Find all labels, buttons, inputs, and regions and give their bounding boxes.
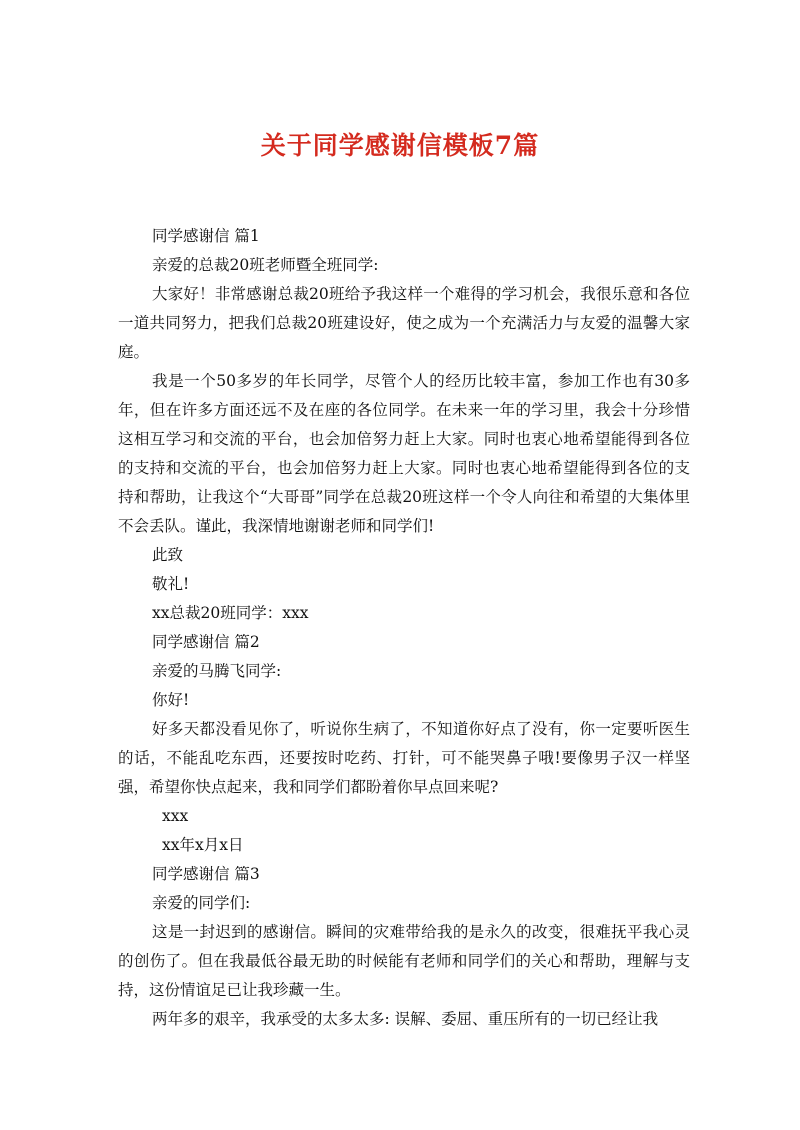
body-paragraph: 我是一个50多岁的年长同学，尽管个人的经历比较丰富，参加工作也有30多年，但在许多方面还远不及在座的各位同学。在未来一年的学习里，我会十分珍惜这相互学习和交流的平台，也会加倍努力赶上大家。同时也衷心地希望能得到各位的支持和交流的平台，也会加倍努力赶上大家。同时也衷心地希望能得到各位的支持和帮助，让我这个“大哥哥”同学在总裁20班这样一个令人向往和希望的大集体里不会丢队。谨此，我深情地谢谢老师和同学们! [118,372,690,535]
closing-line: 敬礼! [152,575,190,593]
body-paragraph: 好多天都没看见你了，听说你生病了，不知道你好点了没有，你一定要听医生的话，不能乱吃东西，还要按时吃药、打针，可不能哭鼻子哦!要像男子汉一样坚强，希望你快点起来，我和同学们都盼着你早点回来呢? [118,720,690,796]
document-body [118,222,690,1034]
section-heading: 同学感谢信 篇1 [152,227,260,245]
document-title: 关于同学感谢信模板7篇 [260,131,540,160]
date-line: xx年x月x日 [162,836,244,854]
signature: xx总裁20班同学：xxx [152,604,309,622]
section-heading: 同学感谢信 篇3 [152,865,260,883]
closing-line: 此致 [152,546,184,564]
body-paragraph: 大家好！非常感谢总裁20班给予我这样一个难得的学习机会，我很乐意和各位一道共同努力，把我们总裁20班建设好，使之成为一个充满活力与友爱的温馨大家庭。 [118,285,690,361]
salutation: 亲爱的总裁20班老师暨全班同学: [152,256,379,274]
greeting: 你好! [152,691,190,709]
body-paragraph: 这是一封迟到的感谢信。瞬间的灾难带给我的是永久的改变，很难抚平我心灵的创伤了。但在我最低谷最无助的时候能有老师和同学们的关心和帮助，理解与支持，这份情谊足已让我珍藏一生。 [118,923,690,999]
salutation: 亲爱的马腾飞同学: [152,662,282,680]
body-paragraph: 两年多的艰辛，我承受的太多太多: 误解、委屈、重压所有的一切已经让我 [152,1010,659,1028]
signature: xxx [162,807,189,825]
salutation: 亲爱的同学们: [152,894,251,912]
section-heading: 同学感谢信 篇2 [152,633,260,651]
